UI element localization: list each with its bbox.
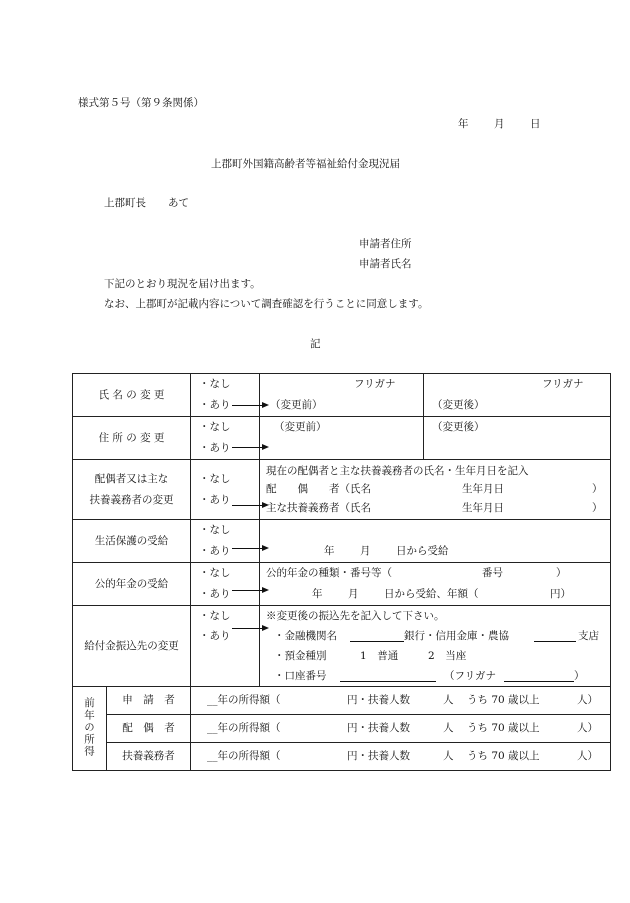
form-number: 様式第５号（第９条関係）	[78, 97, 204, 109]
name-after-cell[interactable]	[424, 374, 611, 417]
income-spouse-details[interactable]	[191, 715, 611, 743]
income-applicant-details[interactable]	[191, 687, 611, 715]
income-section-label-text: 前年の所得	[83, 696, 95, 758]
income-applicant-over70: うち 70 歳以上	[467, 694, 540, 706]
addressee-name: 上郡町長	[104, 197, 146, 209]
welfare-month: 月	[360, 545, 371, 557]
bank-none[interactable]: ・なし	[199, 610, 231, 622]
income-supporter-yen: 円・扶養人数	[347, 750, 411, 762]
income-applicant-end: 人）	[577, 694, 599, 706]
bank-deposit-opt1[interactable]: 1 普通	[360, 650, 399, 662]
address-before-cell[interactable]	[260, 417, 424, 460]
bank-account-line	[260, 666, 610, 686]
bank-institution-label: ・金融機関名	[274, 630, 338, 642]
supporter-close-paren: ）	[592, 501, 603, 514]
bank-details[interactable]	[260, 606, 611, 687]
address-before-label: （変更前）	[274, 421, 327, 433]
pension-yes[interactable]: ・あり	[199, 588, 231, 600]
pension-row	[73, 563, 611, 606]
income-supporter-year: __年の所得額（	[207, 750, 281, 762]
income-spouse-yen: 円・扶養人数	[347, 722, 411, 734]
income-applicant-persons: 人	[443, 694, 454, 706]
pension-month: 月	[348, 588, 359, 600]
income-row-spouse	[73, 715, 611, 743]
bank-furigana-label: （フリガナ	[444, 670, 496, 682]
welfare-none[interactable]: ・なし	[199, 524, 231, 536]
spouse-change-none[interactable]: ・なし	[199, 472, 231, 485]
income-applicant-line	[191, 690, 610, 711]
address-change-label: 住 所 の 変 更	[73, 417, 191, 460]
name-before-label: （変更前）	[270, 399, 323, 411]
name-before-furigana: フリガナ	[354, 378, 396, 390]
welfare-row	[73, 520, 611, 563]
name-after-furigana: フリガナ	[542, 378, 584, 390]
supporter-name-label: 主な扶養義務者（氏名	[266, 501, 372, 514]
document-title: 上郡町外国籍高齢者等福祉給付金現況届	[211, 158, 400, 170]
income-applicant-year: __年の所得額（	[207, 694, 281, 706]
supporter-birth-label: 生年月日	[462, 501, 505, 514]
supporter-line	[260, 499, 610, 518]
income-spouse-over70: うち 70 歳以上	[467, 722, 540, 734]
pension-type-line	[260, 563, 610, 584]
income-supporter-details[interactable]	[191, 743, 611, 771]
income-applicant-yen: 円・扶養人数	[347, 694, 411, 706]
welfare-yes[interactable]: ・あり	[199, 545, 231, 557]
bank-branch: 支店	[578, 630, 600, 642]
status-report-table	[72, 373, 611, 771]
spouse-birth-label: 生年月日	[462, 482, 505, 495]
welfare-date-line	[260, 541, 610, 562]
pension-details[interactable]	[260, 563, 611, 606]
name-before-cell[interactable]	[260, 374, 424, 417]
income-row-supporter	[73, 743, 611, 771]
applicant-address-label: 申請者住所	[359, 238, 412, 250]
pension-type-label: 公的年金の種類・番号等（	[266, 567, 393, 579]
pension-yen: 円）	[550, 588, 572, 600]
welfare-year: 年	[324, 545, 335, 557]
bank-furigana-blank[interactable]	[504, 669, 574, 682]
welfare-options	[191, 520, 260, 563]
income-spouse-end: 人）	[577, 722, 599, 734]
bank-yes[interactable]: ・あり	[199, 630, 231, 642]
applicant-name-label: 申請者氏名	[359, 258, 412, 270]
name-change-none[interactable]: ・なし	[199, 378, 231, 390]
spouse-change-label-line2: 扶養義務者の変更	[89, 493, 174, 506]
address-after-cell[interactable]	[424, 417, 611, 460]
name-after-label: （変更後）	[432, 399, 485, 411]
spouse-change-label	[73, 460, 191, 520]
income-supporter-end: 人）	[577, 750, 599, 762]
welfare-details[interactable]	[260, 520, 611, 563]
pension-from: 日から受給、年額（	[384, 588, 479, 600]
bank-deposit-opt2[interactable]: 2 当座	[428, 650, 467, 662]
income-spouse-line	[191, 718, 610, 739]
name-change-yes[interactable]: ・あり	[199, 399, 231, 411]
bank-note: ※変更後の振込先を記入して下さい。	[266, 610, 445, 622]
address-change-row	[73, 417, 611, 460]
income-spouse-year: __年の所得額（	[207, 722, 281, 734]
pension-label: 公的年金の受給	[73, 563, 191, 606]
bank-branch-blank[interactable]	[534, 629, 576, 642]
address-change-options	[191, 417, 260, 460]
ki-label: 記	[310, 338, 321, 350]
address-after-label: （変更後）	[432, 421, 485, 433]
spouse-line	[260, 480, 610, 499]
spouse-change-yes[interactable]: ・あり	[199, 493, 231, 506]
bank-institution-line	[260, 626, 610, 646]
bank-account-blank[interactable]	[340, 669, 436, 682]
pension-year: 年	[312, 588, 323, 600]
welfare-from: 日から受給	[396, 545, 449, 557]
income-row-applicant	[73, 687, 611, 715]
income-supporter-label: 扶養義務者	[107, 743, 191, 771]
welfare-blank-line	[260, 520, 610, 541]
spouse-close-paren: ）	[592, 482, 603, 495]
bank-institution-blank[interactable]	[350, 629, 404, 642]
spouse-change-options	[191, 460, 260, 520]
income-supporter-line	[191, 746, 610, 767]
income-section-label	[73, 687, 107, 771]
bank-deposit-label: ・預金種別	[274, 650, 327, 662]
income-supporter-persons: 人	[443, 750, 454, 762]
welfare-label: 生活保護の受給	[73, 520, 191, 563]
income-spouse-persons: 人	[443, 722, 454, 734]
income-spouse-label: 配 偶 者	[107, 715, 191, 743]
pension-none[interactable]: ・なし	[199, 567, 231, 579]
bank-options	[191, 606, 260, 687]
date-day-label: 日	[530, 118, 541, 130]
date-year-label: 年	[458, 118, 469, 130]
spouse-change-label-line1: 配偶者又は主な	[94, 472, 169, 485]
pension-number-label: 番号	[482, 567, 504, 579]
bank-row	[73, 606, 611, 687]
address-change-none[interactable]: ・なし	[199, 421, 231, 433]
bank-deposit-line	[260, 646, 610, 666]
spouse-name-label: 配 偶 者（氏名	[266, 482, 372, 495]
spouse-instruction: 現在の配偶者と主な扶養義務者の氏名・生年月日を記入	[266, 464, 529, 477]
name-change-options	[191, 374, 260, 417]
income-applicant-label: 申 請 者	[107, 687, 191, 715]
address-change-yes[interactable]: ・あり	[199, 442, 231, 454]
name-change-row	[73, 374, 611, 417]
income-supporter-over70: うち 70 歳以上	[467, 750, 540, 762]
spouse-change-row	[73, 460, 611, 520]
name-change-label: 氏 名 の 変 更	[73, 374, 191, 417]
bank-label: 給付金振込先の変更	[73, 606, 191, 687]
bank-account-label: ・口座番号	[274, 670, 327, 682]
bank-close-paren: ）	[574, 670, 585, 682]
body-line-1: 下記のとおり現況を届け出ます。	[104, 278, 261, 290]
pension-date-line	[260, 584, 610, 605]
date-month-label: 月	[494, 118, 505, 130]
pension-close-paren: ）	[556, 567, 567, 579]
bank-institution-types: 銀行・信用金庫・農協	[404, 630, 510, 642]
body-line-2: なお、上郡町が記載内容について調査確認を行うことに同意します。	[104, 298, 429, 310]
addressee-suffix: あて	[168, 197, 189, 209]
spouse-change-details[interactable]	[260, 460, 611, 520]
pension-options	[191, 563, 260, 606]
